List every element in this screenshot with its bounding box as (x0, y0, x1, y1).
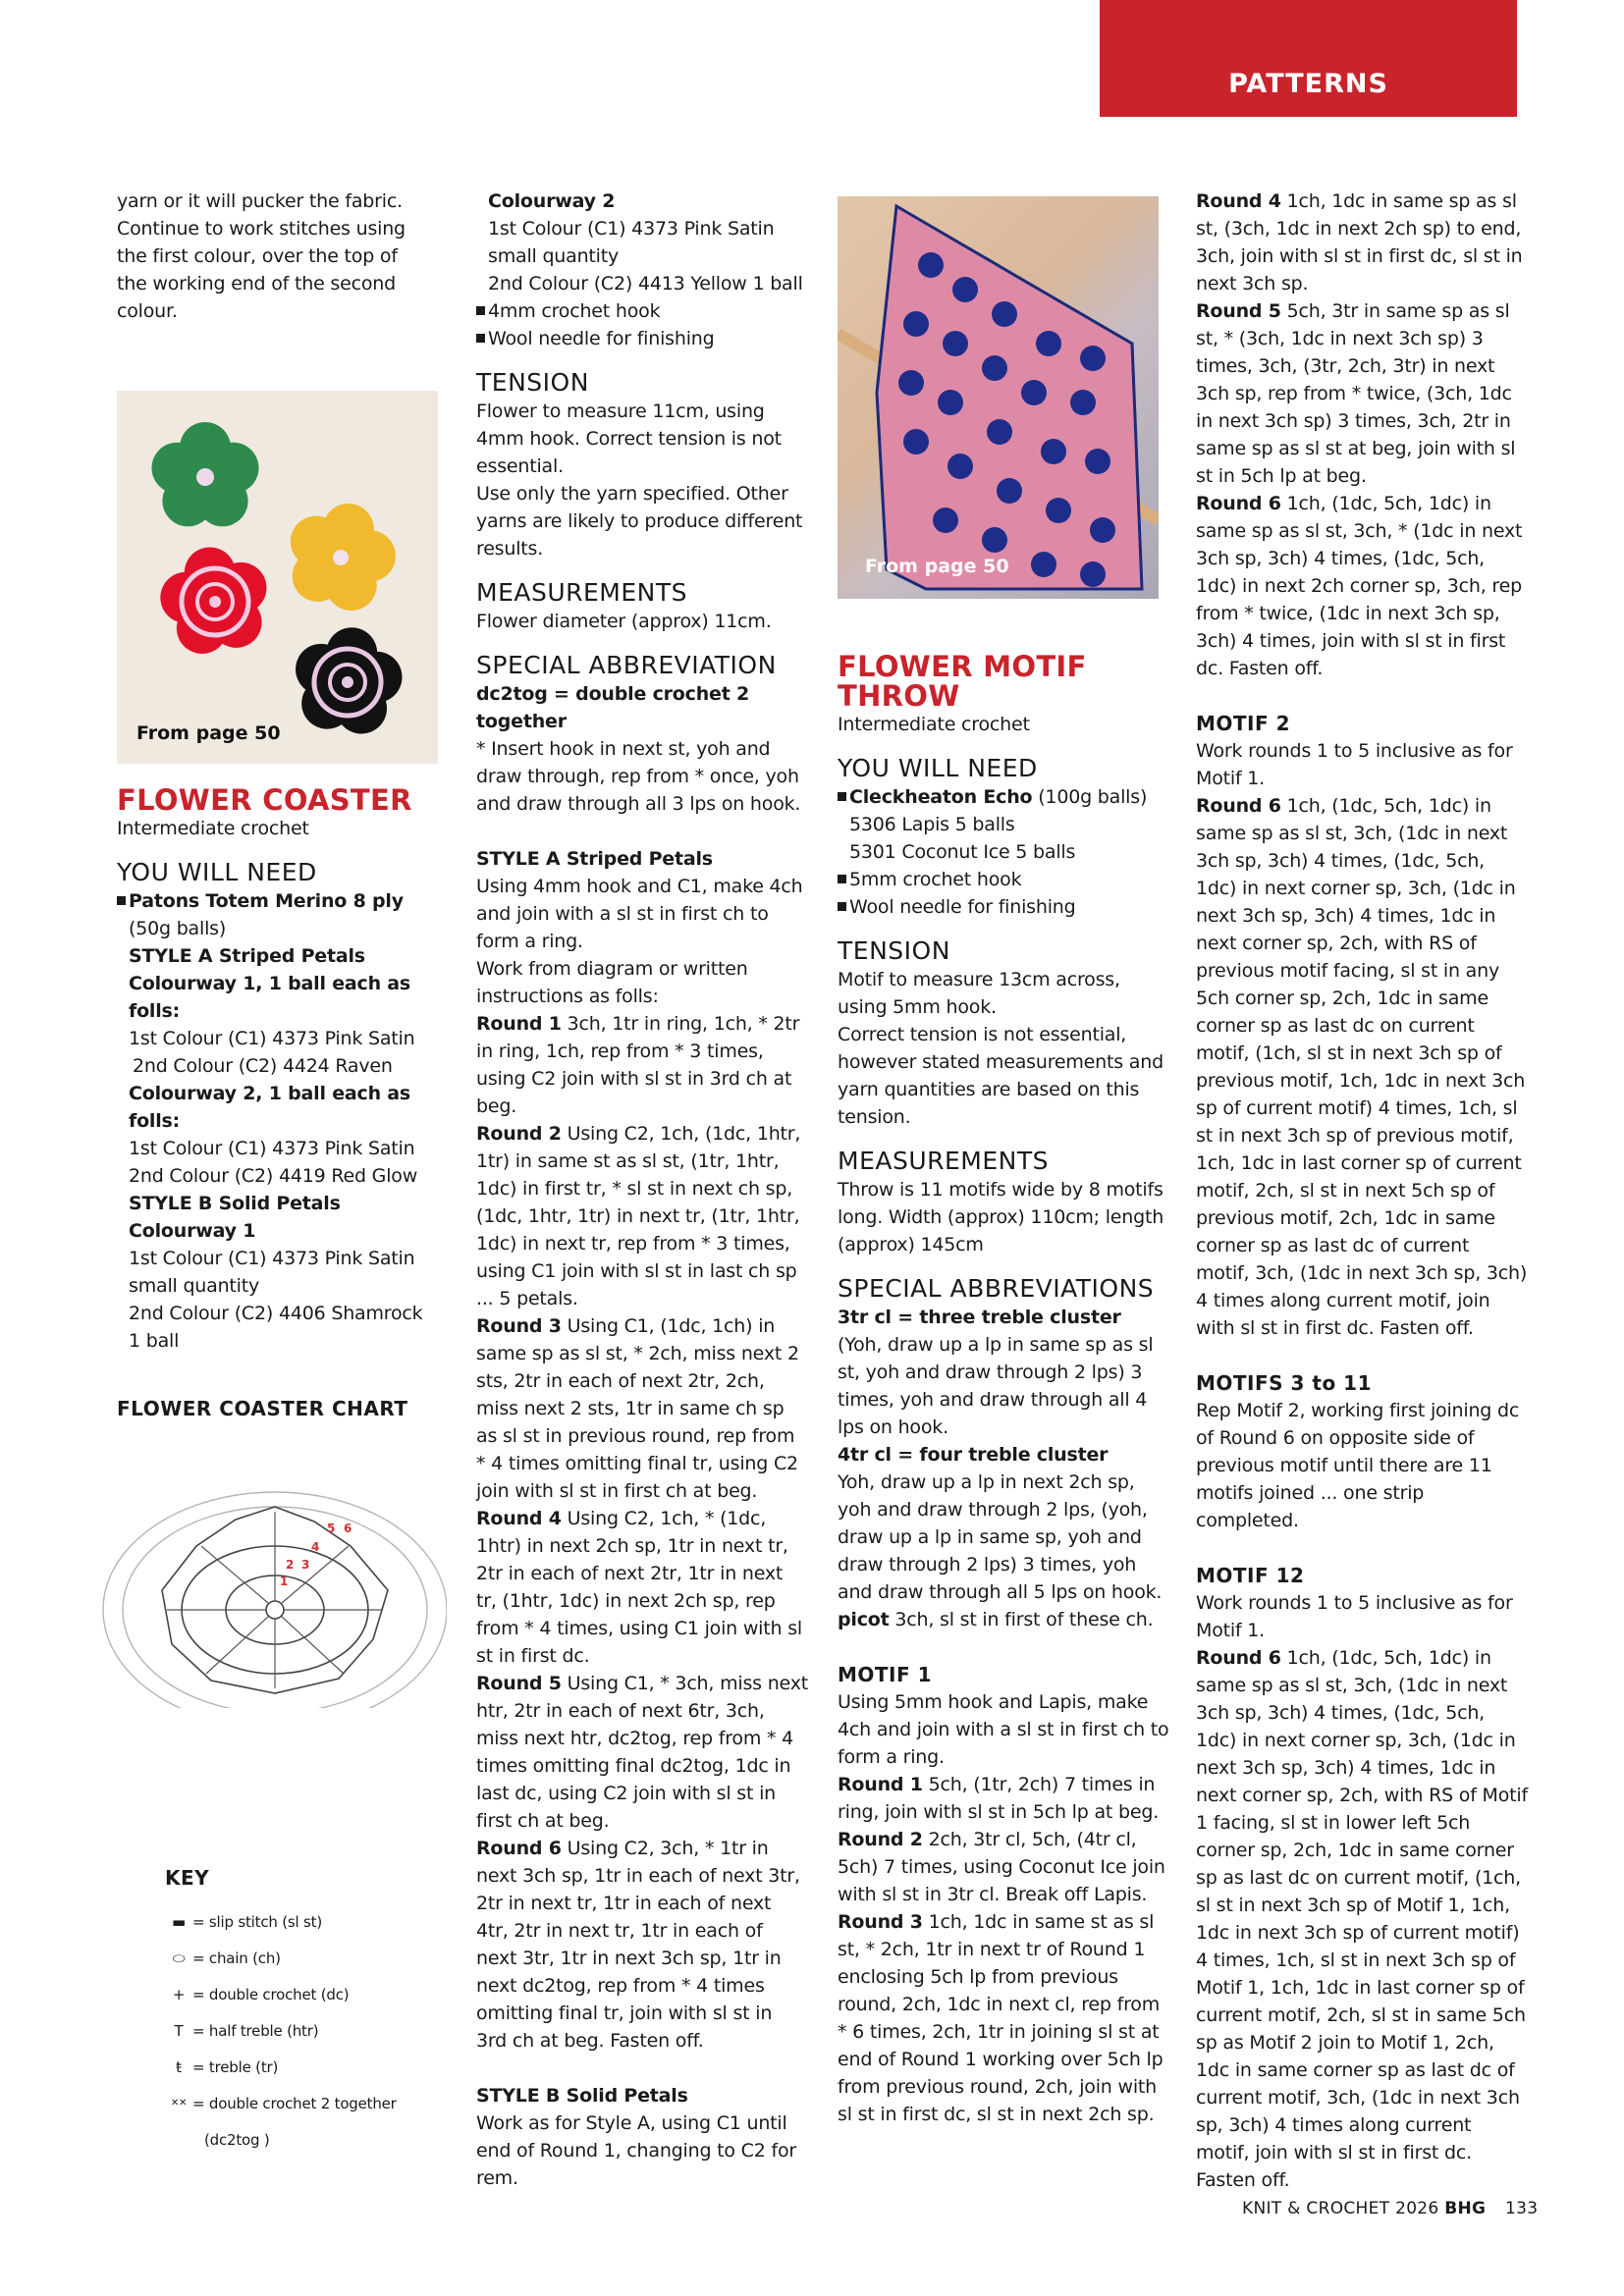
photo-caption: From page 50 (865, 556, 1009, 577)
abbreviation-term: 4tr cl = four treble cluster (838, 1444, 1109, 1466)
hook-item: 5mm crochet hook (838, 866, 1171, 893)
motif-heading: MOTIF 1 (838, 1663, 933, 1686)
colourway-label: Colourway 2, 1 ball each as folls: (129, 1083, 411, 1132)
pattern-title: FLOWER COASTER (117, 783, 412, 817)
colour-line: 5301 Coconut Ice 5 balls (849, 841, 1076, 863)
tension-heading: TENSION (838, 936, 950, 965)
measurements-text: Flower diameter (approx) 11cm. (476, 611, 772, 632)
style-a-label: STYLE A Striped Petals (129, 945, 365, 967)
abbreviation-text: (Yoh, draw up a lp in same sp as sl st, yoh and draw through 2 lps) 3 times, yoh and draw through all 4 lps on hook. (838, 1334, 1154, 1438)
pattern-title: FLOWER MOTIF (838, 650, 1087, 683)
abbreviations-heading: SPECIAL ABBREVIATIONS (838, 1274, 1155, 1303)
intro-line: the working end of the second (117, 273, 396, 294)
chart-title: FLOWER COASTER CHART (117, 1397, 408, 1420)
abbreviation-term: 3tr cl = three treble cluster (838, 1307, 1121, 1328)
column-1 (117, 187, 441, 325)
half-treble-icon: T (174, 2021, 184, 2040)
round-instruction: Round 1 3ch, 1tr in ring, 1ch, * 2tr in ring, 1ch, rep from * 3 times, using C2 join with sl st in 3rd ch at beg. (476, 1013, 800, 1117)
round-label: 2 (286, 1558, 295, 1572)
key-label: = double crochet 2 together (192, 2094, 397, 2112)
key-item (165, 2012, 460, 2049)
round-instruction: Round 6 Using C2, 3ch, * 1tr in next 3ch sp, 1tr in each of next 3tr, 2tr in next tr, 1tr in each of next 4tr, 2tr in next tr, 1tr in each of next 3tr, 1tr in next 3ch sp, 1tr in next dc2tog, rep from * 4 times omitting final tr, join with sl st in 3rd ch at beg. Fasten off. (476, 1838, 800, 2052)
colour-line: 1st Colour (C1) 4373 Pink Satin (129, 1028, 415, 1049)
key-label: = treble (tr) (192, 2057, 279, 2076)
pattern-title-cont: THROW (838, 679, 960, 713)
round-instruction: Round 4 Using C2, 1ch, * (1dc, 1htr) in next 2ch sp, 1tr in next tr, 2tr in each of next 2tr, 1tr in next tr, (1htr, 1dc) in next 2ch sp, rep from * 4 times, using C1 join with sl st in first dc. (476, 1508, 802, 1667)
section-label: PATTERNS (1228, 69, 1388, 99)
colour-line: 2nd Colour (C2) 4419 Red Glow (129, 1165, 418, 1187)
colour-line: 1st Colour (C1) 4373 Pink Satin (488, 218, 775, 240)
chart-key (165, 1864, 460, 2158)
abbreviation-item: picot 3ch, sl st in first of these ch. (838, 1609, 1154, 1630)
key-item (165, 1903, 460, 1940)
slip-stitch-icon: ▬ (172, 1912, 186, 1931)
key-label: (dc2tog ) (204, 2130, 270, 2149)
coaster-photo (117, 391, 438, 764)
instruction-text: Work as for Style A, using C1 until end of Round 1, changing to C2 for rem. (476, 2112, 796, 2189)
page-footer (1242, 2199, 1538, 2218)
style-a-heading: STYLE A Striped Petals (476, 848, 713, 870)
measurements-heading: MEASUREMENTS (476, 578, 688, 607)
key-heading: KEY (165, 1866, 210, 1890)
key-label: = chain (ch) (192, 1949, 281, 1967)
you-will-need-heading: YOU WILL NEED (838, 754, 1038, 782)
needle-item: Wool needle for finishing (838, 893, 1171, 921)
round-instruction: Round 6 1ch, (1dc, 5ch, 1dc) in same sp as sl st, 3ch, (1dc in next 3ch sp, 3ch) 4 times, (1dc, 5ch, 1dc) in next corner sp, 3ch, (1dc in next 3ch sp, 3ch) 4 times, 1dc in next corner sp, 2ch, with RS of previous motif facing, sl st in any 5ch corner sp, 2ch, 1dc in same corner sp as last dc on current motif, (1ch, sl st in next 3ch sp of previous motif, 1ch, 1dc in next 3ch sp of current motif) 4 times, 1ch, sl st in next 3ch sp of previous motif, 1ch, 1dc in last corner sp of current motif, 2ch, sl st in next 5ch sp of previous motif, 2ch, 1dc in same corner sp as last dc of current motif, 3ch, (1dc in next 3ch sp, 3ch) 4 times along current motif, join with sl st in first dc. Fasten off. (1196, 795, 1528, 1339)
needle-item: Wool needle for finishing (476, 325, 808, 352)
measurements-text: Throw is 11 motifs wide by 8 motifs long. Width (approx) 110cm; length (approx) 145cm (838, 1179, 1164, 1255)
colourway-label: Colourway 1, 1 ball each as folls: (129, 973, 411, 1022)
key-item (165, 2085, 460, 2121)
intro-line: yarn or it will pucker the fabric. (117, 190, 403, 212)
colour-line: 2nd Colour (C2) 4406 Shamrock (129, 1303, 423, 1324)
key-item-cont (165, 2121, 460, 2158)
brand-name: BHG (1444, 2199, 1487, 2218)
colour-line: 1st Colour (C1) 4373 Pink Satin (129, 1138, 415, 1159)
style-b-label: STYLE B Solid Petals (129, 1193, 341, 1214)
round-instruction: Round 1 5ch, (1tr, 2ch) 7 times in ring, join with sl st in 5ch lp at beg. (838, 1774, 1160, 1823)
yarn-item: Cleckheaton Echo (100g balls) (838, 783, 1171, 811)
key-item (165, 2049, 460, 2085)
photo-caption: From page 50 (136, 722, 281, 744)
page-number: 133 (1505, 2199, 1539, 2218)
chain-icon: ⬭ (172, 1949, 186, 1967)
tension-text: Use only the yarn specified. Other yarns are likely to produce different results. (476, 483, 803, 560)
round-label: 6 (344, 1522, 352, 1535)
motif-heading: MOTIF 12 (1196, 1564, 1305, 1587)
column-4 (1196, 187, 1528, 2194)
round-instruction: Round 2 2ch, 3tr cl, 5ch, (4tr cl, 5ch) 7 times, using Coconut Ice join with sl st in 3tr cl. Break off Lapis. (838, 1829, 1165, 1905)
instruction-text: Work from diagram or written instructions as folls: (476, 958, 748, 1007)
publication-name: KNIT & CROCHET 2026 (1242, 2199, 1439, 2218)
throw-photo (838, 196, 1159, 599)
abbreviation-term: dc2tog = double crochet 2 together (476, 683, 750, 732)
intro-line: Continue to work stitches using (117, 218, 406, 240)
tension-heading: TENSION (476, 368, 589, 397)
round-instruction: Round 6 1ch, (1dc, 5ch, 1dc) in same sp as sl st, 3ch, (1dc in next 3ch sp, 3ch) 4 times, (1dc, 5ch, 1dc) in next corner sp, 3ch, (1dc in next 3ch sp, 3ch) 4 times, 1dc in next corner sp, 2ch, with RS of Motif 1 facing, sl st in lower left 5ch corner sp, 2ch, 1dc in same corner sp as last dc on current motif, (1ch, sl st in next 3ch sp of Motif 1, 1ch, 1dc in next 3ch sp of current motif) 4 times, 1ch, sl st in next 3ch sp of Motif 1, 1ch, 1dc in last corner sp of current motif, 2ch, sl st in same 5ch sp as Motif 2 join to Motif 1, 2ch, 1dc in same corner sp as last dc of current motif, 3ch, (1dc in next 3ch sp, 3ch) 4 times along current motif, join with sl st in first dc. Fasten off. (1196, 1647, 1528, 2191)
key-label: = slip stitch (sl st) (192, 1912, 322, 1931)
round-instruction: Round 2 Using C2, 1ch, (1dc, 1htr, 1tr) in same st as sl st, (1tr, 1htr, 1dc) in first tr, * sl st in next ch sp, (1dc, 1htr, 1tr) in next tr, (1tr, 1htr, 1dc) in next tr, rep from * 3 times, using C1 join with sl st in last ch sp ... 5 petals. (476, 1123, 801, 1309)
instruction-text: Rep Motif 2, working first joining dc of Round 6 on opposite side of previous motif until there are 11 motifs joined ... one strip completed. (1196, 1400, 1520, 1531)
intro-line: colour. (117, 300, 178, 322)
measurements-heading: MEASUREMENTS (838, 1147, 1050, 1175)
tension-text: Correct tension is not essential, however stated measurements and yarn quantities are based on this tension. (838, 1024, 1164, 1128)
intro-line: the first colour, over the top of (117, 245, 398, 267)
instruction-text: Using 4mm hook and C1, make 4ch and join with a sl st in first ch to form a ring. (476, 876, 803, 952)
skill-level: Intermediate crochet (838, 714, 1030, 735)
colour-line: 1st Colour (C1) 4373 Pink Satin (129, 1248, 415, 1269)
crochet-chart-diagram (93, 1453, 447, 1708)
coaster-illustration (117, 391, 438, 764)
key-item (165, 1976, 460, 2012)
treble-icon: ŧ (176, 2057, 182, 2076)
column-2 (476, 187, 808, 2192)
instruction-text: Using 5mm hook and Lapis, make 4ch and join with a sl st in first ch to form a ring. (838, 1691, 1169, 1768)
quantity-line: small quantity (488, 245, 620, 267)
quantity-line: small quantity (129, 1275, 260, 1297)
skill-level: Intermediate crochet (117, 818, 309, 839)
abbreviation-text: * Insert hook in next st, yoh and draw through, rep from * once, yoh and draw through all 3 lps on hook. (476, 738, 801, 815)
colour-line: 2nd Colour (C2) 4424 Raven (133, 1055, 393, 1077)
double-crochet-icon: + (172, 1985, 186, 2003)
colourway-label: Colourway 2 (488, 190, 616, 212)
chart-section (117, 1395, 451, 1422)
motif-heading: MOTIF 2 (1196, 712, 1291, 735)
colourway-label: Colourway 1 (129, 1220, 256, 1242)
quantity-line: 1 ball (129, 1330, 180, 1352)
flower-coaster-section (117, 785, 451, 1355)
key-label: = half treble (htr) (192, 2021, 319, 2040)
tension-text: Flower to measure 11cm, using 4mm hook. Correct tension is not essential. (476, 400, 782, 477)
key-item (165, 1940, 460, 1976)
key-label: = double crochet (dc) (192, 1985, 350, 2003)
dc2tog-icon: ✕✕ (170, 2097, 188, 2109)
round-instruction: Round 5 5ch, 3tr in same sp as sl st, * (3ch, 1dc in next 3ch sp) 3 times, 3ch, (3tr, 2ch, 3tr) in next 3ch sp, rep from * twice, (3ch, 1dc in next 3ch sp) 3 times, 3ch, 2tr in same sp as sl st at beg, join with sl st in 5ch lp at beg. (1196, 300, 1516, 487)
round-instruction: Round 6 1ch, (1dc, 5ch, 1dc) in same sp as sl st, 3ch, * (1dc in next 3ch sp, 3ch) 4 times, (1dc, 5ch, 1dc) in next 2ch corner sp, 3ch, rep from * twice, (1dc in next 3ch sp, 3ch) 4 times, join with sl st in first dc. Fasten off. (1196, 493, 1523, 679)
colour-line: 5306 Lapis 5 balls (849, 814, 1015, 835)
motif-heading: MOTIFS 3 to 11 (1196, 1371, 1372, 1395)
abbreviation-text: Yoh, draw up a lp in next 2ch sp, yoh and draw through 2 lps, (yoh, draw up a lp in same sp, yoh and draw through 2 lps) 3 times, yoh and draw through all 5 lps on hook. (838, 1471, 1163, 1603)
column-3 (838, 652, 1171, 2128)
round-label: 4 (311, 1540, 320, 1554)
round-label: 5 (327, 1522, 336, 1535)
section-header-tab (1100, 0, 1517, 117)
yarn-brand: Patons Totem Merino 8 ply (117, 887, 451, 915)
instruction-text: Work rounds 1 to 5 inclusive as for Motif 1. (1196, 740, 1513, 789)
throw-illustration (838, 196, 1159, 599)
yarn-weight: (50g balls) (129, 918, 227, 939)
colour-line: 2nd Colour (C2) 4413 Yellow 1 ball (488, 273, 803, 294)
round-instruction: Round 3 Using C1, (1dc, 1ch) in same sp as sl st, * 2ch, miss next 2 sts, 2tr in each of next 2tr, 2ch, miss next 2 sts, 1tr in same ch sp as sl st in previous round, rep from * 4 times omitting final tr, using C2 join with sl st in first ch at beg. (476, 1315, 799, 1502)
round-label: 3 (301, 1558, 310, 1572)
hook-item: 4mm crochet hook (476, 297, 808, 325)
instruction-text: Work rounds 1 to 5 inclusive as for Motif 1. (1196, 1592, 1513, 1641)
tension-text: Motif to measure 13cm across, using 5mm hook. (838, 969, 1120, 1018)
round-label: 1 (280, 1575, 289, 1588)
abbreviation-heading: SPECIAL ABBREVIATION (476, 651, 777, 679)
round-instruction: Round 4 1ch, 1dc in same sp as sl st, (3ch, 1dc in next 2ch sp) to end, 3ch, join with sl st in first dc, sl st in next 3ch sp. (1196, 190, 1523, 294)
round-instruction: Round 5 Using C1, * 3ch, miss next htr, 2tr in each of next 6tr, 3ch, miss next htr, dc2tog, rep from * 4 times omitting final dc2tog, 1dc in last dc, using C2 join with sl st in first ch at beg. (476, 1673, 808, 1832)
you-will-need-heading: YOU WILL NEED (117, 858, 317, 886)
style-b-heading: STYLE B Solid Petals (476, 2085, 688, 2107)
round-instruction: Round 3 1ch, 1dc in same st as sl st, * 2ch, 1tr in next tr of Round 1 enclosing 5ch lp from previous round, 2ch, 1dc in next cl, rep from * 6 times, 2ch, 1tr in joining sl st at end of Round 1 working over 5ch lp from previous round, 2ch, join with sl st in first dc, sl st in next 2ch sp. (838, 1911, 1164, 2125)
